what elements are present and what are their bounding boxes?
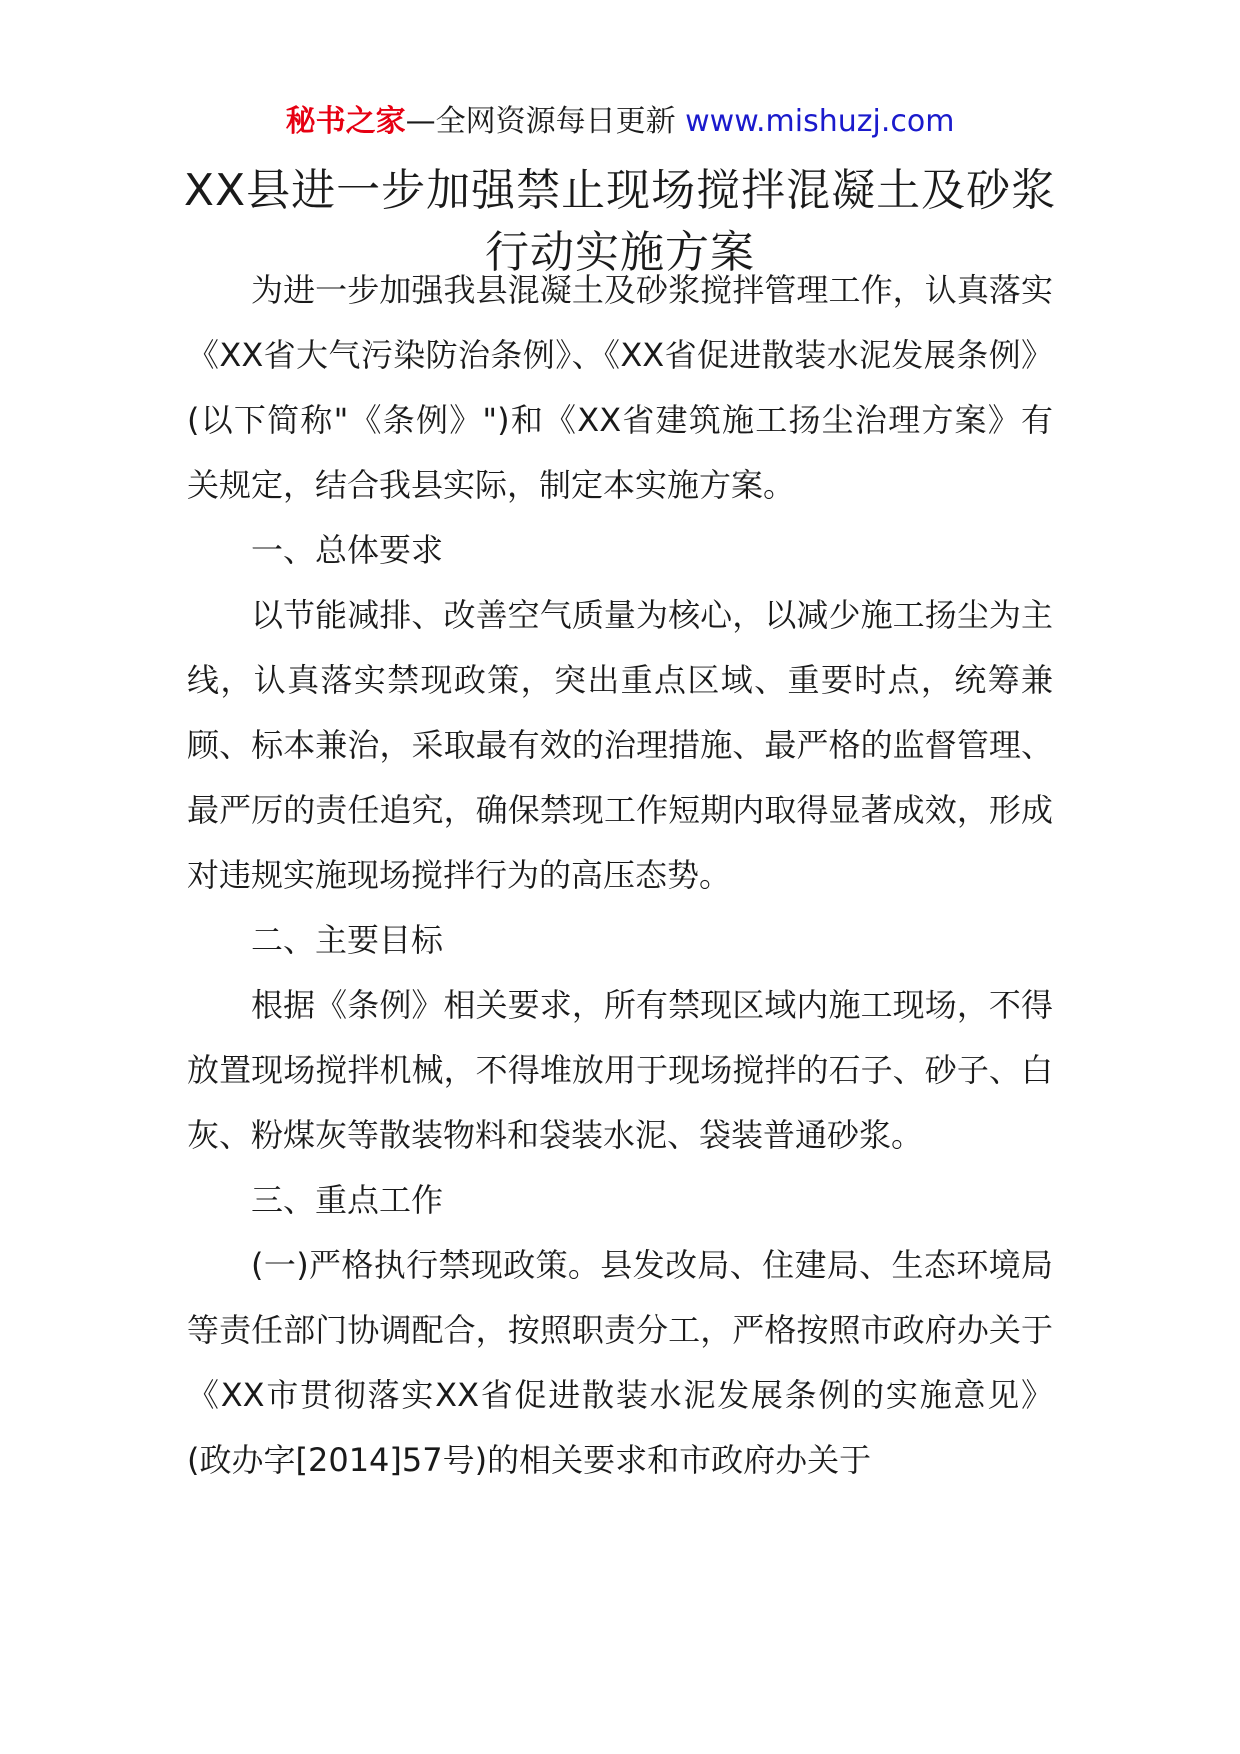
main-goals-paragraph: 根据《条例》相关要求，所有禁现区域内施工现场，不得放置现场搅拌机械，不得堆放用于现场搅拌的石子、砂子、白灰、粉煤灰等散装物料和袋装水泥、袋装普通砂浆。 (187, 986, 1053, 1154)
key-work-paragraph: (一)严格执行禁现政策。县发改局、住建局、生态环境局等责任部门协调配合，按照职责分工，严格按照市政府办关于《XX市贯彻落实XX省促进散装水泥发展条例的实施意见》(政办字[2014]57号)的相关要求和市政府办关于 (187, 1246, 1053, 1479)
document-body (187, 258, 1053, 1493)
header-tagline: —全网资源每日更新 (405, 104, 686, 139)
document-title: XX县进一步加强禁止现场搅拌混凝土及砂浆行动实施方案 (183, 165, 1057, 278)
site-header (0, 100, 1240, 144)
intro-paragraph: 为进一步加强我县混凝土及砂浆搅拌管理工作，认真落实《XX省大气污染防治条例》、《XX省促进散装水泥发展条例》(以下简称"《条例》")和《XX省建筑施工扬尘治理方案》有关规定，结合我县实际，制定本实施方案。 (187, 271, 1053, 504)
section-heading-general-requirements: 一、总体要求 (251, 531, 444, 569)
section-heading-key-work: 三、重点工作 (251, 1181, 444, 1219)
brand-name: 秘书之家 (285, 104, 406, 139)
site-url-link[interactable]: www.mishuzj.com (685, 104, 955, 139)
general-requirements-paragraph: 以节能减排、改善空气质量为核心，以减少施工扬尘为主线，认真落实禁现政策，突出重点区域、重要时点，统筹兼顾、标本兼治，采取最有效的治理措施、最严格的监督管理、最严厉的责任追究，确保禁现工作短期内取得显著成效，形成对违规实施现场搅拌行为的高压态势。 (187, 596, 1053, 894)
section-heading-main-goals: 二、主要目标 (251, 921, 444, 959)
